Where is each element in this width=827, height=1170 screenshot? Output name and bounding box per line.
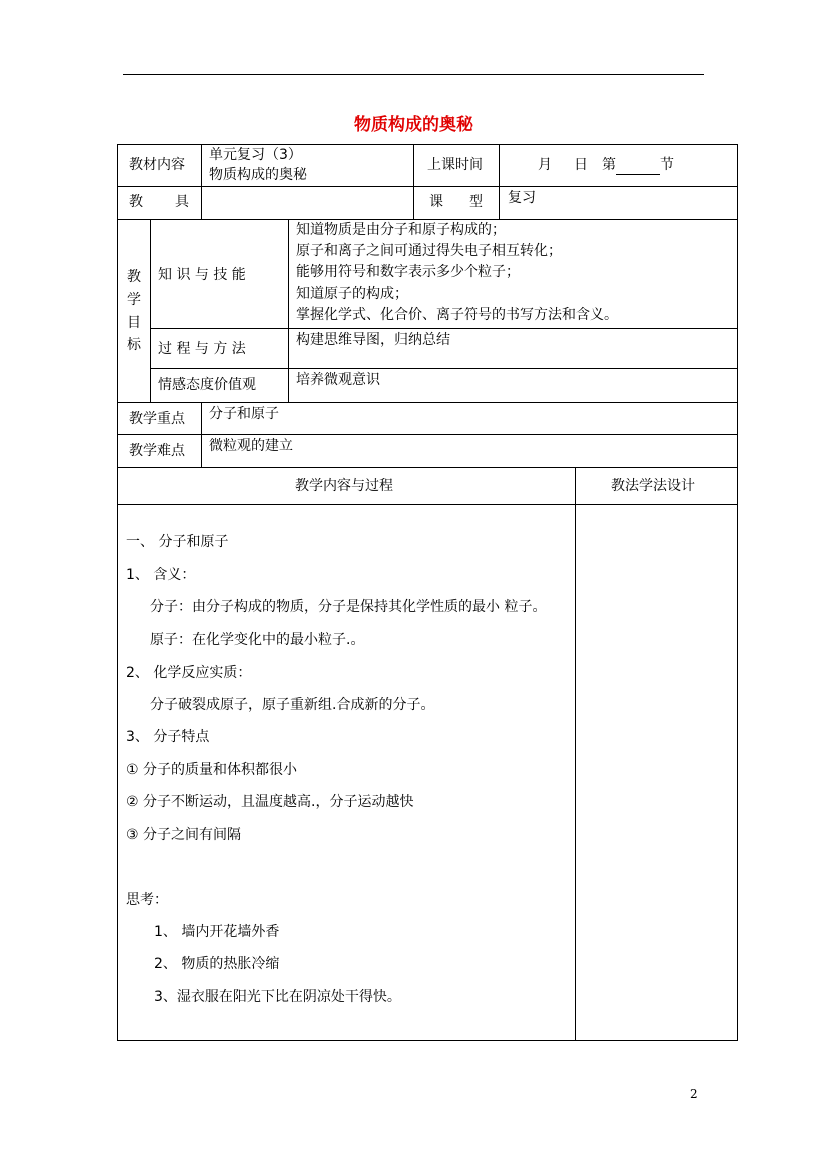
material-label: 教材内容 bbox=[129, 157, 185, 173]
lesson-type-label-a: 课 bbox=[429, 194, 443, 210]
class-time-period: 第 节 bbox=[602, 157, 674, 173]
think-label: 思考： bbox=[126, 892, 168, 908]
think-item: 2、 物质的热胀冷缩 bbox=[154, 956, 280, 972]
tools-label-a: 教 bbox=[129, 194, 143, 210]
goals-side-char-4: 标 bbox=[127, 337, 141, 353]
difficulty-value: 微粒观的建立 bbox=[209, 438, 293, 454]
body-item: 2、 化学反应实质： bbox=[126, 665, 252, 681]
key-point-label: 教学重点 bbox=[129, 411, 185, 427]
emotion-value: 培养微观意识 bbox=[296, 372, 380, 388]
method-column-header: 教法学法设计 bbox=[611, 478, 695, 494]
knowledge-item: 掌握化学式、化合价、离子符号的书写方法和含义。 bbox=[296, 307, 618, 323]
lesson-type-label-b: 型 bbox=[469, 194, 483, 210]
header-rule bbox=[123, 74, 704, 75]
feature-item: ① 分子的质量和体积都很小 bbox=[126, 762, 298, 778]
knowledge-label: 知 识 与 技 能 bbox=[158, 267, 246, 283]
feature-item: ② 分子不断运动，且温度越高.，分子运动越快 bbox=[126, 794, 414, 810]
body-item: 3、 分子特点 bbox=[126, 729, 210, 745]
class-time-month: 月 bbox=[538, 157, 552, 173]
knowledge-item: 知道原子的构成； bbox=[296, 286, 408, 302]
class-time-day: 日 bbox=[574, 157, 588, 173]
key-point-value: 分子和原子 bbox=[209, 406, 279, 422]
reaction-essence: 分子破裂成原子，原子重新组.合成新的分子。 bbox=[150, 697, 435, 713]
material-content-line1: 单元复习（3） bbox=[209, 147, 302, 163]
think-item: 1、 墙内开花墙外香 bbox=[154, 924, 280, 940]
section-heading: 一、 分子和原子 bbox=[126, 534, 229, 550]
process-label: 过 程 与 方 法 bbox=[158, 341, 246, 357]
process-value: 构建思维导图，归纳总结 bbox=[296, 332, 450, 348]
feature-item: ③ 分子之间有间隔 bbox=[126, 827, 242, 843]
page-title: 物质构成的奥秘 bbox=[354, 115, 473, 135]
goals-side-char-1: 教 bbox=[127, 269, 141, 285]
atom-definition: 原子：在化学变化中的最小粒子.。 bbox=[150, 632, 365, 648]
content-column-header: 教学内容与过程 bbox=[295, 478, 393, 494]
knowledge-item: 知道物质是由分子和原子构成的； bbox=[296, 222, 506, 238]
difficulty-label: 教学难点 bbox=[129, 443, 185, 459]
tools-label-b: 具 bbox=[175, 194, 189, 210]
knowledge-item: 能够用符号和数字表示多少个粒子； bbox=[296, 264, 520, 280]
material-content-line2: 物质构成的奥秘 bbox=[209, 167, 307, 183]
molecule-definition: 分子：由分子构成的物质，分子是保持其化学性质的最小 粒子。 bbox=[150, 599, 547, 615]
lesson-plan-table bbox=[117, 144, 738, 1041]
page-number: 2 bbox=[690, 1087, 698, 1101]
emotion-label: 情感态度价值观 bbox=[158, 377, 256, 393]
think-item: 3、湿衣服在阳光下比在阴凉处干得快。 bbox=[154, 989, 401, 1005]
body-item: 1、 含义： bbox=[126, 567, 196, 583]
class-time-label: 上课时间 bbox=[427, 157, 483, 173]
goals-side-char-3: 目 bbox=[127, 315, 141, 331]
goals-side-char-2: 学 bbox=[127, 292, 141, 308]
lesson-type-value: 复习 bbox=[508, 190, 536, 206]
knowledge-item: 原子和离子之间可通过得失电子相互转化； bbox=[296, 243, 562, 259]
